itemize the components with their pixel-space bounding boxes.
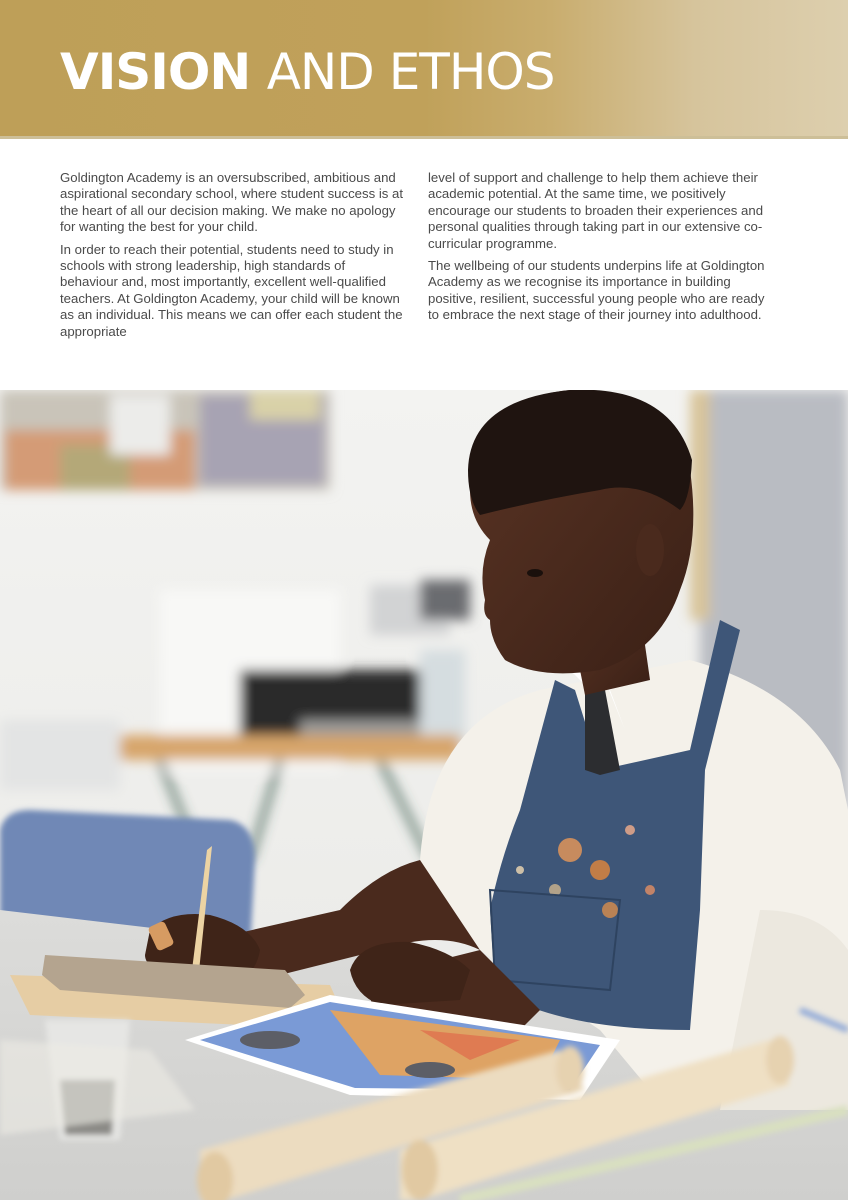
intro-paragraph: The wellbeing of our students underpins life at Goldington Academy as we recognise its importance in building positive, resilient, successful young people who are ready to embrace the next stage of their journey into adulthood.	[428, 258, 765, 323]
intro-paragraph: In order to reach their potential, students need to study in schools with strong leadership, high standards of behaviour and, most importantly, excellent well-qualified teachers. At Goldington Academy, your child will be known as an individual. This means we can offer each student the appropriate	[60, 241, 403, 339]
title-banner	[0, 0, 848, 138]
page-title	[60, 40, 555, 104]
page-title-light: AND ETHOS	[266, 43, 555, 101]
intro-column-right	[428, 170, 773, 330]
banner-divider	[0, 136, 848, 139]
intro-paragraph: Goldington Academy is an oversubscribed, ambitious and aspirational secondary school, where student success is at the heart of all our decision making. We make no apology for wanting the best for your child.	[60, 170, 404, 235]
intro-column-left	[60, 170, 405, 346]
page-title-bold: VISION	[60, 43, 251, 101]
intro-paragraph: level of support and challenge to help them achieve their academic potential. At the same time, we positively encourage our students to broaden their experiences and personal qualities through taking part in our extensive co-curricular programme.	[428, 170, 764, 251]
student-art-class-photo	[0, 390, 848, 1200]
